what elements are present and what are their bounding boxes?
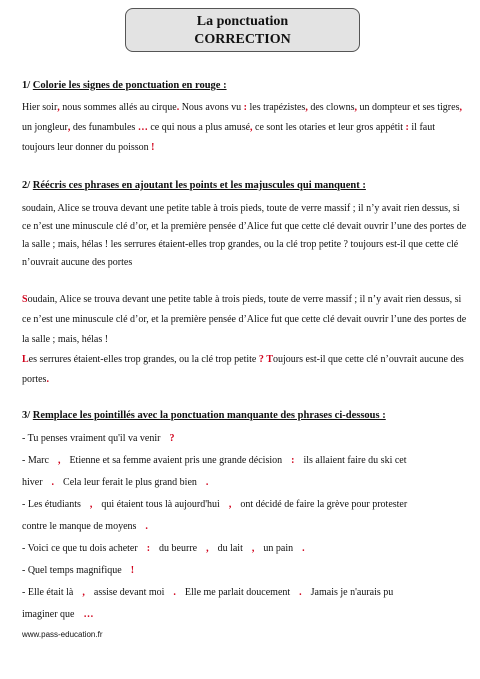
section2-corrected-text [22,290,470,390]
section1-instruction: Colorie les signes de ponctuation en rouge : [32,80,227,91]
exercise-text: assise devant moi [93,587,165,598]
section2-text-run: oudain, Alice se trouva devant une petite table à trois pieds, toute de verre massif ; il n’y avait rien dessus, si ce n’est une minuscule clé d’or, et la première pensée d’Alice fut que cette clé devait ouvrir l’une des portes de la salle ; mais, hélas ! [22,294,467,345]
section1-punctuation-mark: , [67,122,71,133]
section1-text-run: un jongleur [22,122,68,133]
title-box [125,8,360,52]
section2-punctuation-mark: . [46,374,49,385]
exercise-text: - Les étudiants [22,499,81,510]
section2-instruction: Réécris ces phrases en ajoutant les points et les majuscules qui manquent : [32,180,366,191]
exercise-text: - Quel temps magnifique [22,565,122,576]
answer-punctuation: . [173,587,176,598]
section1-heading [22,80,227,91]
answer-punctuation: . [205,477,209,488]
page-subtitle: CORRECTION [194,32,291,47]
section1-punctuation-mark: . [176,102,180,113]
section1-text-run: les trapézistes [247,102,306,113]
exercise-line [22,499,407,510]
section2-punctuation-mark: S [22,294,28,305]
section2-text-run: es serrures étaient-elles trop grandes, ou la clé trop petite [28,354,259,365]
answer-punctuation: . [299,587,302,598]
exercise-text: Jamais je n'aurais pu [310,587,394,598]
answer-punctuation: : [146,543,151,554]
exercise-text: ils allaient faire du ski cet [303,455,407,466]
exercise-text: qui étaient tous là aujourd'hui [101,499,220,510]
exercise-text: contre le manque de moyens [22,521,137,532]
section3-heading [22,410,386,421]
answer-punctuation: ! [130,565,135,576]
exercise-text: du beurre [159,543,198,554]
section3-instruction: Remplace les pointillés avec la ponctuation manquante des phrases ci-dessous : [32,410,386,421]
exercise-line [22,565,143,576]
answer-punctuation: , [251,543,255,554]
exercise-line [22,521,157,532]
answer-punctuation: . [145,521,148,532]
section1-punctuation-mark: , [354,102,357,113]
section2-punctuation-mark: L [22,354,29,365]
exercise-text: Cela leur ferait le plus grand bien [63,477,197,488]
section3-number: 3/ [22,410,31,421]
section1-text-run: ce qui nous a plus amusé [147,122,251,133]
page-title: La ponctuation [196,14,289,29]
section1-punctuation-mark: , [57,102,60,113]
answer-punctuation: , [228,499,232,510]
exercise-line [22,587,393,598]
section1-punctuation-mark: , [459,102,462,113]
exercise-text: hiver [22,477,43,488]
answer-punctuation: . [51,477,55,488]
section1-punctuation-mark: : [405,122,409,133]
exercise-line [22,609,102,620]
section1-text-run: un dompteur et ses tigres [356,102,460,113]
exercise-text: un pain [263,543,294,554]
answer-punctuation: : [291,455,295,466]
section2-heading [22,180,366,191]
section1-punctuation-mark: ! [151,142,155,153]
section1-text-run: il faut toujours leur donner du poisson [22,122,435,153]
answer-punctuation: ? [169,433,175,444]
exercise-line [22,543,314,554]
section2-text-run: oujours est-il que cette clé n’ouvrait aucune des portes [22,354,464,385]
section1-number: 1/ [22,80,31,91]
section1-text-run: nous sommes allés au cirque [59,102,177,113]
exercise-text: du lait [217,543,243,554]
answer-punctuation: , [57,455,61,466]
exercise-text: - Elle était là [22,587,74,598]
section2-punctuation-mark: ? [258,354,264,365]
answer-punctuation: , [89,499,93,510]
section1-text-run: des clowns [307,102,355,113]
answer-punctuation: , [82,587,85,598]
section2-punctuation-mark: T [266,354,274,365]
exercise-line [22,455,407,466]
section1-punctuation-mark: , [305,102,308,113]
section1-text-run: Nous avons vu [179,102,244,113]
exercise-text: Elle me parlait doucement [184,587,291,598]
section1-punctuation-mark: … [137,122,148,133]
section1-punctuation-mark: : [243,102,247,113]
answer-punctuation: … [83,609,94,620]
section2-number: 2/ [22,180,31,191]
exercise-text: ont décidé de faire la grève pour protester [240,499,408,510]
section1-text-run: ce sont les otaries et leur gros appétit [252,122,406,133]
section1-text-run: des funambules [70,122,138,133]
answer-punctuation: , [206,543,209,554]
exercise-text: - Tu penses vraiment qu'il va venir [22,433,161,444]
exercise-text: imaginer que [22,609,75,620]
footer-url: www.pass-education.fr [22,630,103,639]
section1-text [22,98,470,158]
section1-punctuation-mark: , [250,122,253,133]
exercise-text: - Marc [22,455,49,466]
exercise-line [22,433,183,444]
section2-original-text: soudain, Alice se trouva devant une petite table à trois pieds, toute de verre massif ; il n’y avait rien dessus, si ce n’est une minuscule clé d’or, et la première pensée d’Alice fut que cette clé devait ouvrir l’une des portes de la salle ; mais, hélas ! les serrures étaient-elles trop grandes, ou la clé trop petite ? toujours est-il que cette clé n’ouvrait aucune des portes [22,203,467,268]
section1-text-run: Hier soir [22,102,58,113]
exercise-text: - Voici ce que tu dois acheter [22,543,138,554]
exercise-text: Etienne et sa femme avaient pris une grande décision [69,455,283,466]
exercise-line [22,477,217,488]
answer-punctuation: . [302,543,305,554]
